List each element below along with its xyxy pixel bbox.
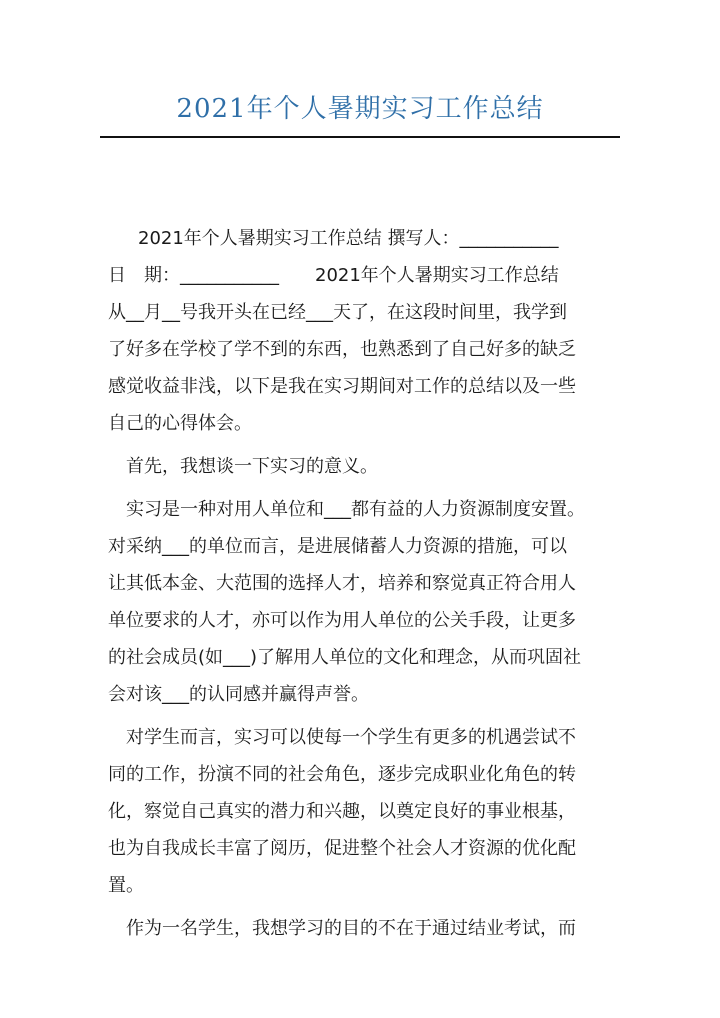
text-line: 作为一名学生，我想学习的目的不在于通过结业考试，而 bbox=[126, 918, 576, 939]
text-line: 自己的心得体会。 bbox=[108, 413, 252, 434]
text-line: 让其低本金、大范围的选择人才，培养和察觉真正符合用人 bbox=[108, 573, 576, 594]
text-line: 日 期：___________ 2021年个人暑期实习工作总结 bbox=[108, 265, 559, 286]
text-line: 对采纳___的单位而言，是进展储蓄人力资源的措施，可以 bbox=[108, 536, 567, 557]
text-line: 了好多在学校了学不到的东西，也熟悉到了自己好多的缺乏 bbox=[108, 339, 576, 360]
text-line: 首先，我想谈一下实习的意义。 bbox=[126, 456, 378, 477]
document-body bbox=[108, 220, 613, 947]
text-line: 单位要求的人才，亦可以作为用人单位的公关手段，让更多 bbox=[108, 610, 576, 631]
text-line: 也为自我成长丰富了阅历，促进整个社会人才资源的优化配 bbox=[108, 838, 576, 859]
text-line: 的社会成员(如___)了解用人单位的文化和理念，从而巩固社 bbox=[108, 647, 582, 668]
text-line: 感觉收益非浅，以下是我在实习期间对工作的总结以及一些 bbox=[108, 376, 576, 397]
text-line: 从__月__号我开头在已经___天了，在这段时间里，我学到 bbox=[108, 302, 567, 323]
title-underline bbox=[100, 136, 620, 138]
text-line: 会对该___的认同感并赢得声誉。 bbox=[108, 684, 369, 705]
text-line: 置。 bbox=[108, 875, 144, 896]
text-line: 实习是一种对用人单位和___都有益的人力资源制度安置。 bbox=[126, 499, 585, 520]
text-line: 化，察觉自己真实的潜力和兴趣，以奠定良好的事业根基， bbox=[108, 801, 576, 822]
text-line: 同的工作，扮演不同的社会角色，逐步完成职业化角色的转 bbox=[108, 764, 576, 785]
document-title: 2021年个人暑期实习工作总结 bbox=[176, 94, 544, 124]
text-line: 对学生而言，实习可以使每一个学生有更多的机遇尝试不 bbox=[126, 727, 576, 748]
text-line: 2021年个人暑期实习工作总结 撰写人：___________ bbox=[138, 228, 559, 249]
